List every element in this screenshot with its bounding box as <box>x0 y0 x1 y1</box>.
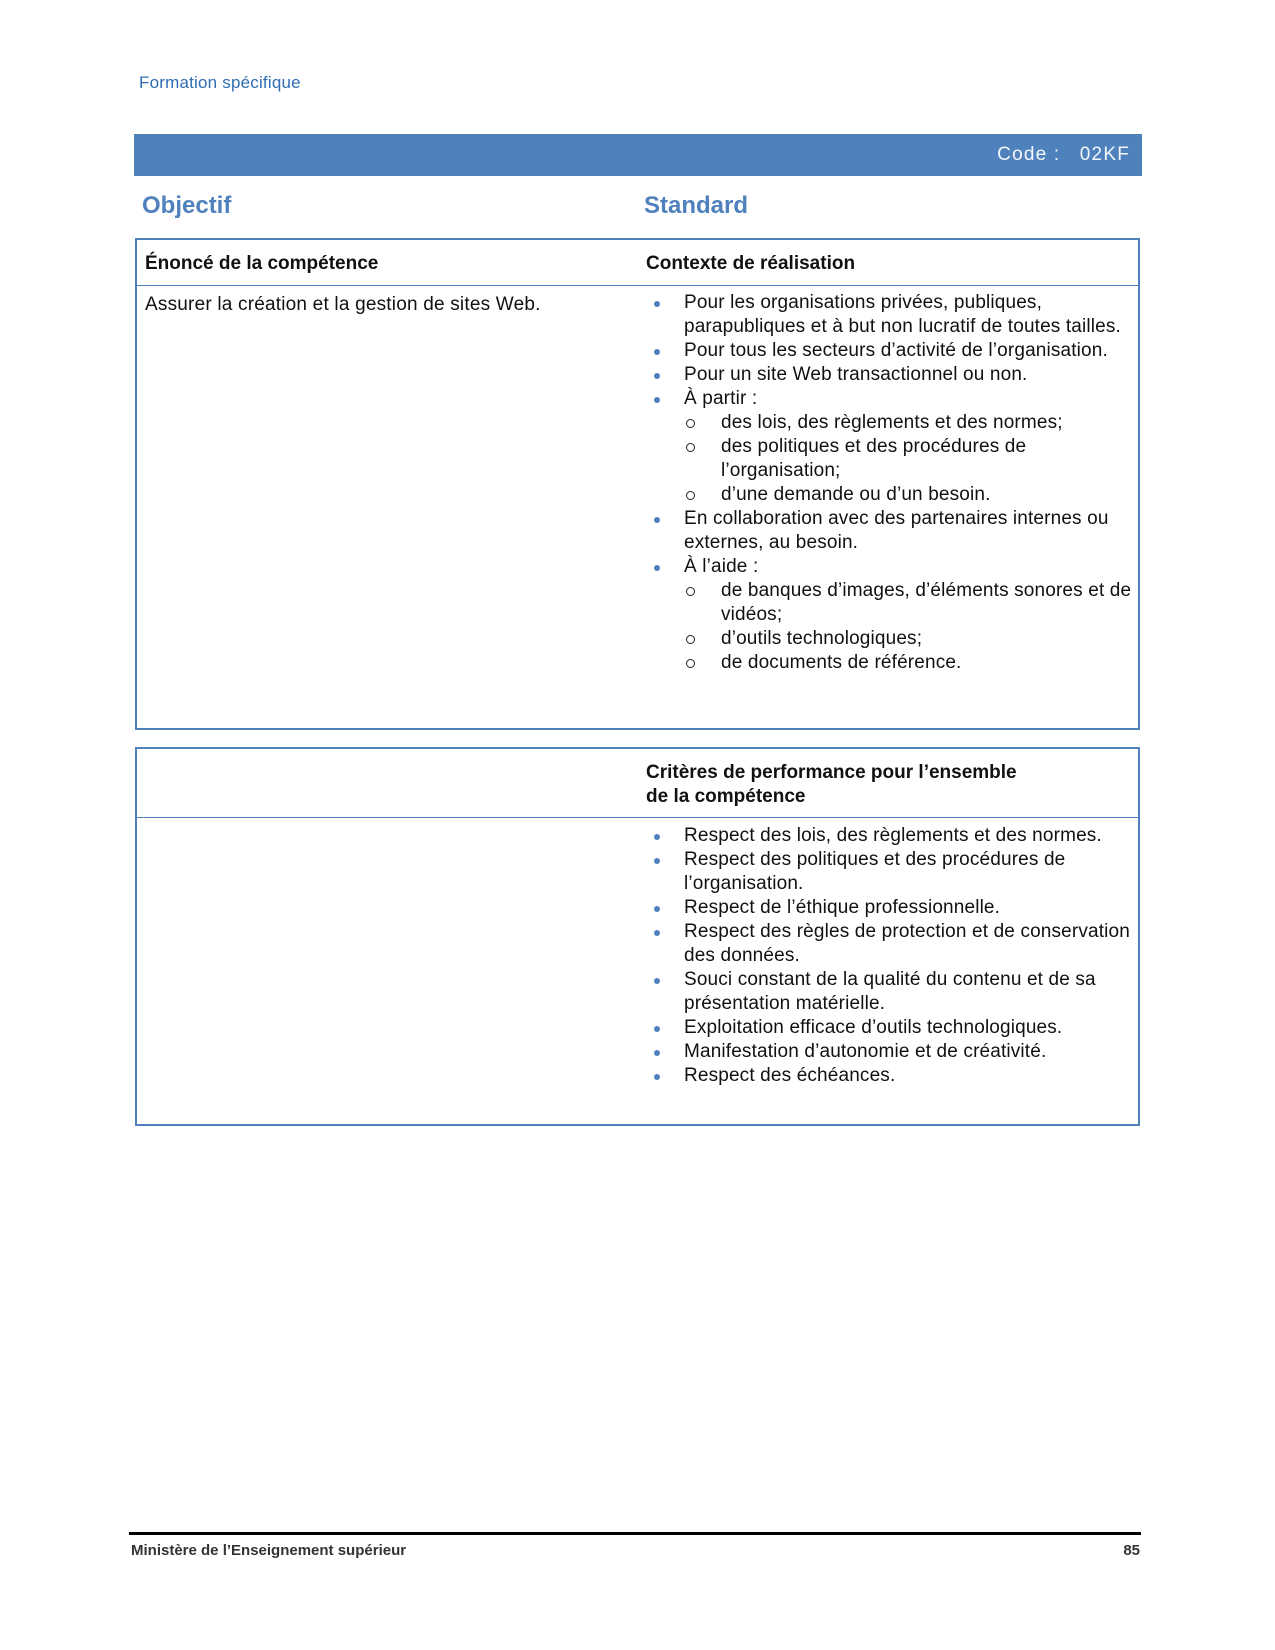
contexte-item-text: Pour un site Web transactionnel ou non. <box>684 364 1028 385</box>
contexte-sublist <box>684 579 1137 675</box>
table-header-row <box>137 240 1138 286</box>
circle-bullet-icon <box>686 635 695 644</box>
bullet-icon <box>654 834 660 840</box>
contexte-subitem-text: d’outils technologiques; <box>721 628 923 649</box>
contexte-item-text: À partir : <box>684 388 758 409</box>
code-bar <box>134 134 1142 176</box>
bullet-icon <box>654 349 660 355</box>
bullet-icon <box>654 930 660 936</box>
bullet-icon <box>654 978 660 984</box>
bullet-icon <box>654 373 660 379</box>
criteres-list <box>647 824 1137 1088</box>
contexte-item <box>647 387 1137 507</box>
contexte-subitem <box>684 627 1137 651</box>
contexte-subitem <box>684 435 1137 483</box>
critere-item-text: Souci constant de la qualité du contenu et de sa présentation matérielle. <box>684 969 1096 1014</box>
critere-item <box>647 1016 1137 1040</box>
contexte-item <box>647 555 1137 675</box>
circle-bullet-icon <box>686 587 695 596</box>
competence-context-table <box>135 238 1140 730</box>
bullet-icon <box>654 517 660 523</box>
contexte-subitem <box>684 651 1137 675</box>
criteres-list-container <box>647 824 1137 1088</box>
footer-ministry: Ministère de l’Enseignement supérieur <box>131 1542 407 1559</box>
critere-item-text: Manifestation d’autonomie et de créativité. <box>684 1041 1047 1062</box>
code-label: Code : <box>997 144 1061 165</box>
criteres-table <box>135 747 1140 1126</box>
critere-item-text: Respect de l’éthique professionnelle. <box>684 897 1001 918</box>
critere-item-text: Exploitation efficace d’outils technologiques. <box>684 1017 1063 1038</box>
footer-rule <box>129 1532 1141 1535</box>
bullet-icon <box>654 397 660 403</box>
contexte-item-text: Pour les organisations privées, publiques, parapubliques et à but non lucratif de toutes tailles. <box>684 292 1121 337</box>
bullet-icon <box>654 565 660 571</box>
contexte-subitem-text: de banques d’images, d’éléments sonores et de vidéos; <box>721 580 1132 625</box>
enonce-header: Énoncé de la compétence <box>145 253 379 274</box>
contexte-subitem <box>684 579 1137 627</box>
running-header: Formation spécifique <box>139 73 301 92</box>
critere-item <box>647 1040 1137 1064</box>
contexte-subitem-text: des politiques et des procédures de l’organisation; <box>721 436 1027 481</box>
contexte-item <box>647 339 1137 363</box>
objectif-heading: Objectif <box>142 192 232 219</box>
bullet-icon <box>654 1074 660 1080</box>
critere-item <box>647 1064 1137 1088</box>
contexte-list-container <box>647 291 1137 675</box>
critere-item <box>647 896 1137 920</box>
critere-item <box>647 824 1137 848</box>
circle-bullet-icon <box>686 491 695 500</box>
critere-item-text: Respect des lois, des règlements et des normes. <box>684 825 1102 846</box>
circle-bullet-icon <box>686 443 695 452</box>
contexte-item <box>647 363 1137 387</box>
page-number: 85 <box>1123 1542 1140 1559</box>
bullet-icon <box>654 1050 660 1056</box>
critere-item-text: Respect des politiques et des procédures de l’organisation. <box>684 849 1066 894</box>
contexte-sublist <box>684 411 1137 507</box>
contexte-subitem <box>684 483 1137 507</box>
criteres-header-row <box>137 749 1138 818</box>
bullet-icon <box>654 1026 660 1032</box>
code-text <box>997 144 1130 166</box>
circle-bullet-icon <box>686 659 695 668</box>
critere-item <box>647 848 1137 896</box>
criteres-header <box>646 761 1136 809</box>
contexte-subitem-text: de documents de référence. <box>721 652 962 673</box>
contexte-item <box>647 291 1137 339</box>
code-value: 02KF <box>1079 144 1130 165</box>
bullet-icon <box>654 906 660 912</box>
criteres-header-line1: Critères de performance pour l’ensemble <box>646 762 1017 783</box>
contexte-item-text: En collaboration avec des partenaires internes ou externes, au besoin. <box>684 508 1109 553</box>
critere-item-text: Respect des échéances. <box>684 1065 896 1086</box>
bullet-icon <box>654 858 660 864</box>
criteres-header-line2: de la compétence <box>646 786 806 807</box>
contexte-header: Contexte de réalisation <box>646 253 856 274</box>
contexte-subitem <box>684 411 1137 435</box>
critere-item <box>647 920 1137 968</box>
contexte-item <box>647 507 1137 555</box>
contexte-item-text: Pour tous les secteurs d’activité de l’organisation. <box>684 340 1108 361</box>
critere-item-text: Respect des règles de protection et de conservation des données. <box>684 921 1130 966</box>
bullet-icon <box>654 301 660 307</box>
contexte-list <box>647 291 1137 675</box>
circle-bullet-icon <box>686 419 695 428</box>
contexte-subitem-text: d’une demande ou d’un besoin. <box>721 484 991 505</box>
contexte-subitem-text: des lois, des règlements et des normes; <box>721 412 1063 433</box>
critere-item <box>647 968 1137 1016</box>
enonce-text: Assurer la création et la gestion de sites Web. <box>145 294 541 315</box>
contexte-item-text: À l’aide : <box>684 556 759 577</box>
standard-heading: Standard <box>644 192 749 219</box>
